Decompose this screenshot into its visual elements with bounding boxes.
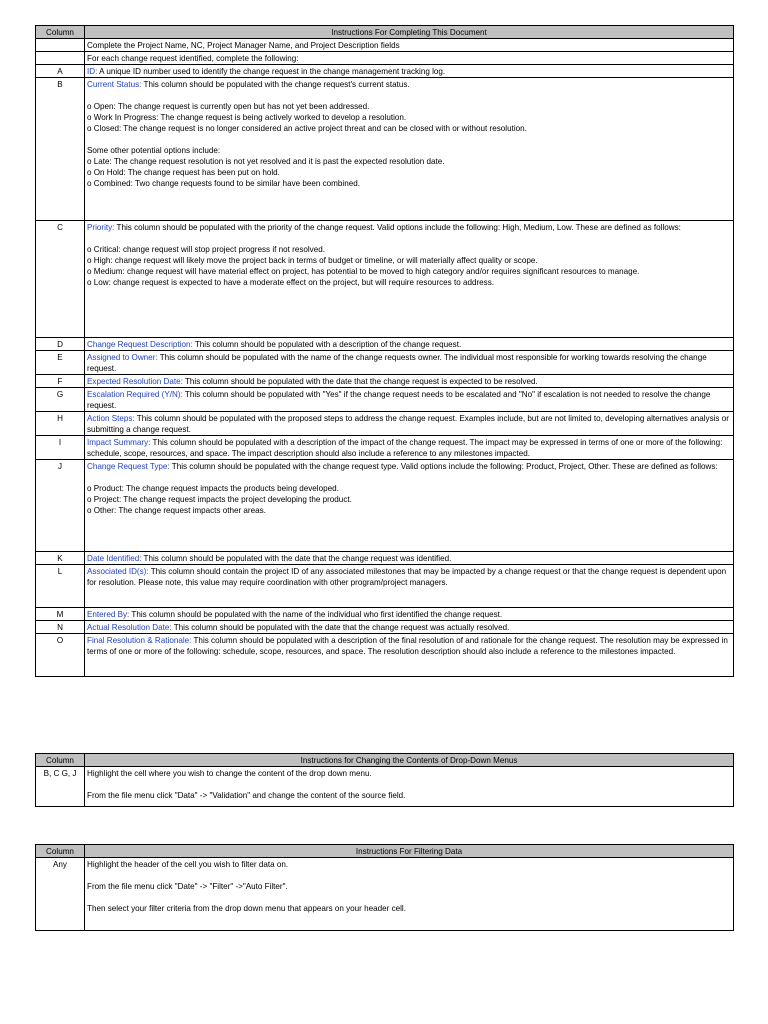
field-text: This column should be populated with "Yes" if the change request needs to be escalated and "No" if escalation is not needed to resolve the change request.: [87, 390, 711, 410]
column-letter[interactable]: I: [36, 436, 85, 460]
intro-row: [36, 39, 734, 52]
column-letter[interactable]: G: [36, 388, 85, 412]
table-row: [36, 565, 734, 608]
filter-step: Then select your filter criteria from the drop down menu that appears on your header cell.: [87, 904, 406, 913]
field-text: This column should be populated with the name of the change requests owner. The individual most responsible for working towards resolving the change request.: [87, 353, 707, 373]
priority-option: o High: change request will likely move the project back in terms of budget or timeline, or will materially affect quality or scope.: [87, 256, 538, 265]
intro-text[interactable]: Complete the Project Name, NC, Project Manager Name, and Project Description fields: [85, 39, 734, 52]
type-option: o Other: The change request impacts other areas.: [87, 506, 266, 515]
column-header[interactable]: Column: [36, 26, 85, 39]
row-description[interactable]: [85, 221, 734, 338]
type-option: o Project: The change request impacts the project developing the product.: [87, 495, 352, 504]
dropdown-step: From the file menu click "Data" -> "Validation" and change the content of the source field.: [87, 791, 406, 800]
column-letters[interactable]: Any: [36, 858, 85, 931]
table-row: [36, 375, 734, 388]
type-option: o Product: The change request impacts the products being developed.: [87, 484, 339, 493]
status-option: o Closed: The change request is no longer considered an active project threat and can be closed with or without resolution.: [87, 124, 527, 133]
column-letter[interactable]: D: [36, 338, 85, 351]
field-text: This column should be populated with a description of the change request.: [192, 340, 462, 349]
dropdown-step: Highlight the cell where you wish to change the content of the drop down menu.: [87, 769, 372, 778]
field-term: Priority:: [87, 223, 115, 232]
status-option: o Late: The change request resolution is not yet resolved and it is past the expected resolution date.: [87, 157, 445, 166]
table-row: [36, 65, 734, 78]
table-row: [36, 634, 734, 677]
column-letter[interactable]: O: [36, 634, 85, 677]
field-term: Change Request Type:: [87, 462, 170, 471]
row-description[interactable]: [85, 565, 734, 608]
table-row: [36, 78, 734, 221]
field-text: This column should be populated with the proposed steps to address the change request. Examples include, but are not limited to, developing alternatives analysis or submitting a change request.: [87, 414, 729, 434]
field-term: Entered By:: [87, 610, 130, 619]
field-text: This column should be populated with the change request's current status.: [141, 80, 410, 89]
field-text: This column should be populated with the change request type. Valid options include the following: Product, Project, Other. These are defined as follows:: [169, 462, 718, 471]
row-description[interactable]: [85, 858, 734, 931]
column-letter[interactable]: F: [36, 375, 85, 388]
filter-step: Highlight the header of the cell you wish to filter data on.: [87, 860, 289, 869]
field-text: This column should be populated with a description of the final resolution of and rationale for the change request. The resolution may be expressed in terms of one or more of the following: schedule, scope, resources, and space. The resolution description should also include a reference to the milestones impacted.: [87, 636, 728, 656]
column-letter[interactable]: A: [36, 65, 85, 78]
field-text: This column should be populated with the priority of the change request. Valid options include the following: High, Medium, Low. These are defined as follows:: [114, 223, 681, 232]
column-header[interactable]: Column: [36, 754, 85, 767]
column-letter[interactable]: H: [36, 412, 85, 436]
status-option: o On Hold: The change request has been put on hold.: [87, 168, 280, 177]
filter-instructions-table: [35, 844, 734, 931]
field-term: Action Steps:: [87, 414, 135, 423]
field-term: Current Status:: [87, 80, 142, 89]
field-text: A unique ID number used to identify the change request in the change management tracking log.: [97, 67, 446, 76]
field-term: Change Request Description:: [87, 340, 193, 349]
row-description[interactable]: [85, 375, 734, 388]
column-letter[interactable]: M: [36, 608, 85, 621]
priority-option: o Low: change request is expected to have a moderate effect on the project, but will require resources to address.: [87, 278, 495, 287]
column-letter[interactable]: N: [36, 621, 85, 634]
status-options-intro: Some other potential options include:: [87, 146, 221, 155]
column-letters[interactable]: B, C G, J: [36, 767, 85, 807]
row-description[interactable]: [85, 436, 734, 460]
status-option: o Work In Progress: The change request is being actively worked to develop a resolution.: [87, 113, 407, 122]
field-term: ID:: [87, 67, 98, 76]
column-letter[interactable]: L: [36, 565, 85, 608]
table-row: [36, 436, 734, 460]
table-row: [36, 858, 734, 931]
field-text: This column should be populated with a description of the impact of the change request. The impact may be expressed in terms of one or more of the following: schedule, scope, resources, and space. The impact description should also include a reference to any milestones impacted.: [87, 438, 723, 458]
table-row: [36, 388, 734, 412]
table-row: [36, 608, 734, 621]
table-row: [36, 221, 734, 338]
field-term: Expected Resolution Date:: [87, 377, 183, 386]
table-header-row: [36, 26, 734, 39]
row-description[interactable]: [85, 78, 734, 221]
table-row: [36, 767, 734, 807]
field-text: This column should be populated with the date that the change request was identified.: [141, 554, 452, 563]
intro-text[interactable]: For each change request identified, complete the following:: [85, 52, 734, 65]
field-term: Assigned to Owner:: [87, 353, 158, 362]
row-description[interactable]: [85, 460, 734, 552]
column-letter[interactable]: B: [36, 78, 85, 221]
row-description[interactable]: [85, 621, 734, 634]
intro-row: [36, 52, 734, 65]
table-row: [36, 552, 734, 565]
field-term: Date Identified:: [87, 554, 142, 563]
field-text: This column should be populated with the name of the individual who first identified the change request.: [129, 610, 503, 619]
column-letter[interactable]: K: [36, 552, 85, 565]
field-text: This column should be populated with the date that the change request was actually resolved.: [171, 623, 510, 632]
field-text: This column should be populated with the date that the change request is expected to be resolved.: [182, 377, 538, 386]
table-row: [36, 338, 734, 351]
filter-header[interactable]: Instructions For Filtering Data: [85, 845, 734, 858]
row-description[interactable]: [85, 65, 734, 78]
column-letter[interactable]: E: [36, 351, 85, 375]
table-row: [36, 412, 734, 436]
priority-option: o Medium: change request will have material effect on project, has potential to be moved to high category and/or requires significant resources to manage.: [87, 267, 640, 276]
status-option: o Open: The change request is currently open but has not yet been addressed.: [87, 102, 370, 111]
priority-option: o Critical: change request will stop project progress if not resolved.: [87, 245, 325, 254]
field-term: Associated ID(s):: [87, 567, 149, 576]
row-description[interactable]: [85, 552, 734, 565]
row-description[interactable]: [85, 767, 734, 807]
field-term: Final Resolution & Rationale:: [87, 636, 192, 645]
table-row: [36, 621, 734, 634]
status-option: o Combined: Two change requests found to be similar have been combined.: [87, 179, 360, 188]
column-header[interactable]: Column: [36, 845, 85, 858]
column-letter[interactable]: J: [36, 460, 85, 552]
row-description[interactable]: [85, 634, 734, 677]
row-description[interactable]: [85, 351, 734, 375]
field-term: Escalation Required (Y/N):: [87, 390, 183, 399]
row-description[interactable]: [85, 388, 734, 412]
row-description[interactable]: [85, 608, 734, 621]
field-term: Impact Summary:: [87, 438, 151, 447]
dropdown-instructions-table: [35, 753, 734, 807]
table-row: [36, 351, 734, 375]
field-text: This column should contain the project ID of any associated milestones that may be impacted by a change request or that the change request is dependent upon for resolution. Please note, this value may require coordination with other program/project managers.: [87, 567, 727, 587]
table-header-row: [36, 754, 734, 767]
instructions-table: [35, 25, 734, 677]
filter-step: From the file menu click "Date" -> "Filter" ->"Auto Filter".: [87, 882, 288, 891]
column-letter[interactable]: C: [36, 221, 85, 338]
row-description[interactable]: [85, 338, 734, 351]
dropdown-header[interactable]: Instructions for Changing the Contents of Drop-Down Menus: [85, 754, 734, 767]
row-description[interactable]: [85, 412, 734, 436]
instructions-header[interactable]: Instructions For Completing This Document: [85, 26, 734, 39]
table-row: [36, 460, 734, 552]
table-header-row: [36, 845, 734, 858]
field-term: Actual Resolution Date:: [87, 623, 172, 632]
